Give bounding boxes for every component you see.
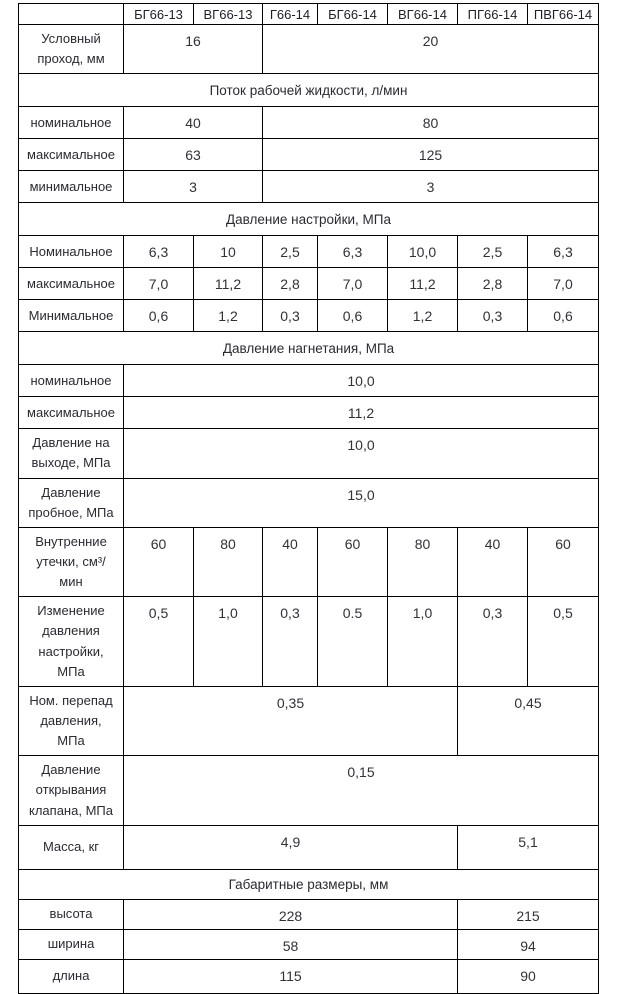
cell-value: 0.5 bbox=[318, 597, 388, 687]
row-label: максимальное bbox=[19, 139, 124, 171]
row-label: номинальное bbox=[19, 107, 124, 139]
cell-value: 0,6 bbox=[318, 300, 388, 332]
cell-value: 5,1 bbox=[458, 825, 599, 869]
row-label: максимальное bbox=[19, 268, 124, 300]
cell-value: 15,0 bbox=[124, 478, 599, 527]
table-row bbox=[19, 527, 599, 596]
cell-value: 10 bbox=[194, 236, 263, 268]
column-header: БГ66-14 bbox=[318, 4, 388, 25]
cell-value: 60 bbox=[528, 527, 599, 596]
table-row bbox=[19, 825, 599, 869]
row-label: Внутренние утечки, см³/мин bbox=[19, 527, 124, 596]
cell-value: 7,0 bbox=[318, 268, 388, 300]
cell-value: 0,45 bbox=[458, 686, 599, 755]
row-label: Масса, кг bbox=[19, 825, 124, 869]
column-header: Г66-14 bbox=[263, 4, 318, 25]
row-label: максимальное bbox=[19, 397, 124, 429]
table-row bbox=[19, 25, 599, 74]
cell-value: 2,5 bbox=[263, 236, 318, 268]
row-label: Давление открывания клапана, МПа bbox=[19, 756, 124, 825]
cell-value: 63 bbox=[124, 139, 263, 171]
row-label: Ном. перепад давления, МПа bbox=[19, 686, 124, 755]
table-row bbox=[19, 597, 599, 687]
cell-value: 6,3 bbox=[124, 236, 194, 268]
row-label: Минимальное bbox=[19, 300, 124, 332]
section-header: Давление нагнетания, МПа bbox=[19, 332, 599, 365]
cell-value: 10,0 bbox=[124, 365, 599, 397]
table-row bbox=[19, 429, 599, 478]
cell-value: 0,3 bbox=[263, 597, 318, 687]
row-label: Изменение давления настройки, МПа bbox=[19, 597, 124, 687]
cell-value: 215 bbox=[458, 899, 599, 929]
table-row bbox=[19, 397, 599, 429]
cell-value: 0,3 bbox=[458, 300, 528, 332]
table-row bbox=[19, 236, 599, 268]
cell-value: 40 bbox=[263, 527, 318, 596]
row-label: номинальное bbox=[19, 365, 124, 397]
section-header: Поток рабочей жидкости, л/мин bbox=[19, 74, 599, 107]
cell-value: 58 bbox=[124, 929, 458, 959]
table-row bbox=[19, 959, 599, 993]
cell-value: 80 bbox=[263, 107, 599, 139]
column-header: ВГ66-13 bbox=[194, 4, 263, 25]
cell-value: 115 bbox=[124, 959, 458, 993]
cell-value: 1,2 bbox=[194, 300, 263, 332]
cell-value: 94 bbox=[458, 929, 599, 959]
cell-value: 0,5 bbox=[124, 597, 194, 687]
cell-value: 90 bbox=[458, 959, 599, 993]
cell-value: 10,0 bbox=[388, 236, 458, 268]
cell-value: 40 bbox=[458, 527, 528, 596]
specs-table-container bbox=[18, 3, 598, 994]
column-header: ВГ66-14 bbox=[388, 4, 458, 25]
row-label: Давление на выходе, МПа bbox=[19, 429, 124, 478]
row-label: ширина bbox=[19, 929, 124, 959]
corner-cell bbox=[19, 4, 124, 25]
column-header: БГ66-13 bbox=[124, 4, 194, 25]
cell-value: 2,5 bbox=[458, 236, 528, 268]
cell-value: 0,15 bbox=[124, 756, 599, 825]
cell-value: 3 bbox=[263, 171, 599, 203]
row-label: минимальное bbox=[19, 171, 124, 203]
header-row bbox=[19, 4, 599, 25]
cell-value: 3 bbox=[124, 171, 263, 203]
column-header: ПГ66-14 bbox=[458, 4, 528, 25]
cell-value: 0,5 bbox=[528, 597, 599, 687]
cell-value: 7,0 bbox=[124, 268, 194, 300]
table-row bbox=[19, 929, 599, 959]
section-header: Давление настройки, МПа bbox=[19, 203, 599, 236]
cell-value: 16 bbox=[124, 25, 263, 74]
row-label: Условный проход, мм bbox=[19, 25, 124, 74]
cell-value: 1,2 bbox=[388, 300, 458, 332]
cell-value: 0,6 bbox=[528, 300, 599, 332]
cell-value: 2,8 bbox=[458, 268, 528, 300]
table-row bbox=[19, 268, 599, 300]
section-header: Габаритные размеры, мм bbox=[19, 869, 599, 899]
table-row bbox=[19, 139, 599, 171]
cell-value: 1,0 bbox=[194, 597, 263, 687]
cell-value: 80 bbox=[388, 527, 458, 596]
cell-value: 60 bbox=[318, 527, 388, 596]
cell-value: 80 bbox=[194, 527, 263, 596]
row-label: Давление пробное, МПа bbox=[19, 478, 124, 527]
cell-value: 7,0 bbox=[528, 268, 599, 300]
table-row bbox=[19, 107, 599, 139]
section-row bbox=[19, 332, 599, 365]
specs-table bbox=[18, 3, 599, 994]
cell-value: 20 bbox=[263, 25, 599, 74]
column-header: ПВГ66-14 bbox=[528, 4, 599, 25]
row-label: длина bbox=[19, 959, 124, 993]
cell-value: 40 bbox=[124, 107, 263, 139]
table-row bbox=[19, 365, 599, 397]
row-label: высота bbox=[19, 899, 124, 929]
table-row bbox=[19, 686, 599, 755]
row-label: Номинальное bbox=[19, 236, 124, 268]
cell-value: 4,9 bbox=[124, 825, 458, 869]
table-row bbox=[19, 171, 599, 203]
cell-value: 60 bbox=[124, 527, 194, 596]
section-row bbox=[19, 74, 599, 107]
cell-value: 10,0 bbox=[124, 429, 599, 478]
section-row bbox=[19, 203, 599, 236]
section-row bbox=[19, 869, 599, 899]
cell-value: 0,3 bbox=[458, 597, 528, 687]
cell-value: 11,2 bbox=[194, 268, 263, 300]
cell-value: 6,3 bbox=[318, 236, 388, 268]
table-row bbox=[19, 478, 599, 527]
cell-value: 11,2 bbox=[124, 397, 599, 429]
table-row bbox=[19, 899, 599, 929]
cell-value: 1,0 bbox=[388, 597, 458, 687]
cell-value: 125 bbox=[263, 139, 599, 171]
cell-value: 2,8 bbox=[263, 268, 318, 300]
table-row bbox=[19, 756, 599, 825]
cell-value: 0,3 bbox=[263, 300, 318, 332]
cell-value: 6,3 bbox=[528, 236, 599, 268]
cell-value: 0,6 bbox=[124, 300, 194, 332]
table-row bbox=[19, 300, 599, 332]
cell-value: 228 bbox=[124, 899, 458, 929]
cell-value: 11,2 bbox=[388, 268, 458, 300]
cell-value: 0,35 bbox=[124, 686, 458, 755]
